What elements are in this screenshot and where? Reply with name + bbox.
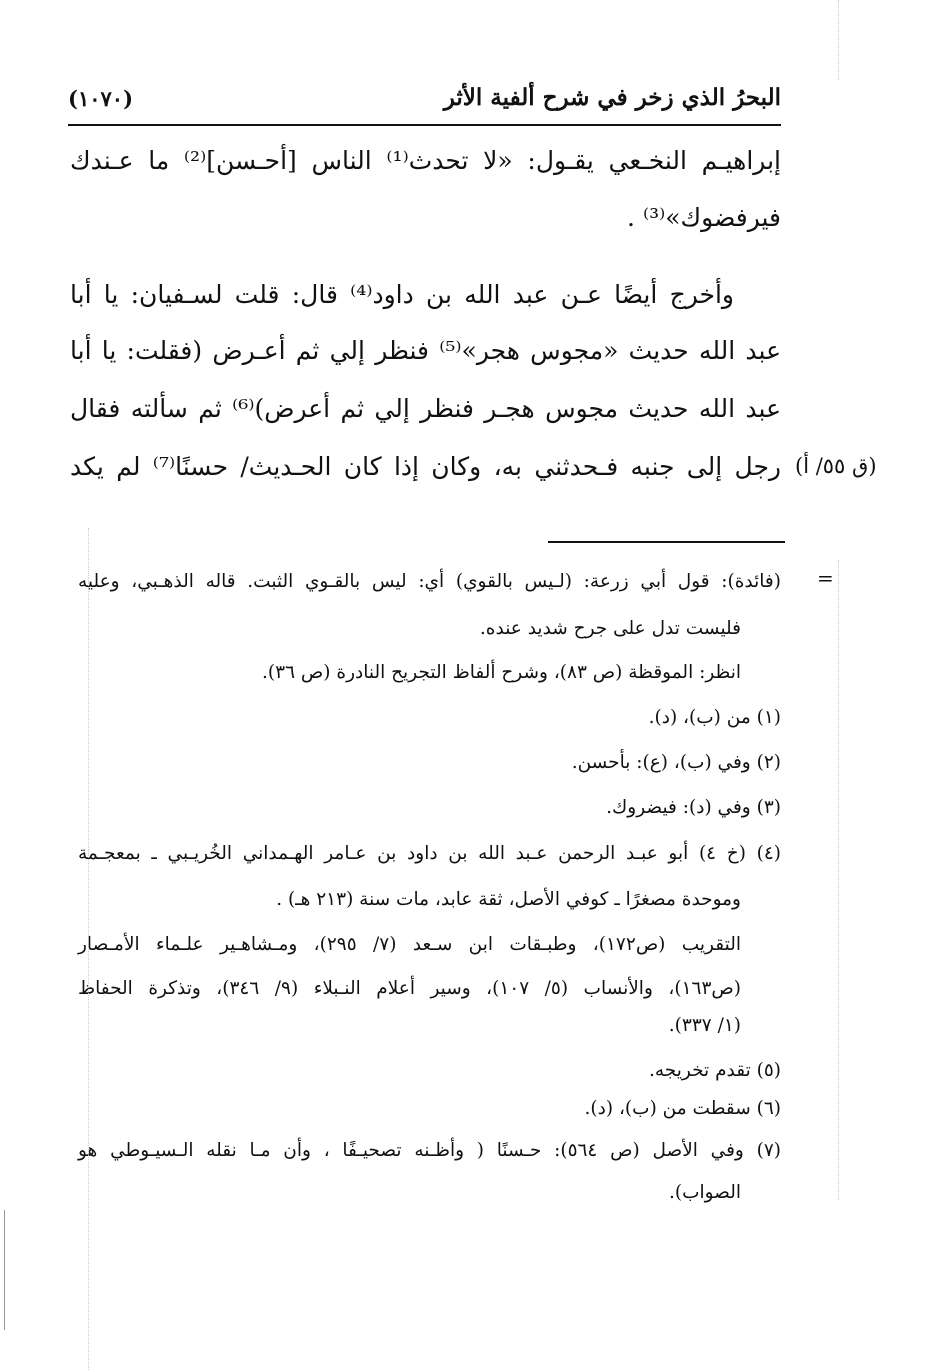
body-line: فيرفضوك»⁽³⁾ . bbox=[627, 203, 781, 232]
footnote-line: وموحدة مصغرًا ـ كوفي الأصل، ثقة عابد، مات سنة (٢١٣ هـ) . bbox=[276, 889, 741, 910]
scan-dotted-guide bbox=[838, 0, 839, 80]
footnote-separator bbox=[548, 541, 785, 543]
scan-dotted-guide bbox=[88, 528, 89, 1370]
body-line: إبراهيـم النخـعي يقـول: «لا تحدث⁽¹⁾ الناس [أحـسن]⁽²⁾ ما عـندك bbox=[70, 146, 782, 175]
footnote-line: (٢) وفي (ب)، (ع): بأحسن. bbox=[571, 752, 781, 773]
footnote-line: (١/ ٣٣٧). bbox=[668, 1015, 741, 1036]
running-header bbox=[68, 78, 781, 118]
scan-dotted-guide bbox=[838, 560, 839, 1200]
footnote-line: انظر: الموقظة (ص ٨٣)، وشرح ألفاظ التجريح النادرة (ص ٣٦). bbox=[262, 662, 741, 683]
footnote-line: (٥) تقدم تخريجه. bbox=[649, 1060, 781, 1081]
continuation-marker: = bbox=[817, 566, 834, 590]
page-number: (١٠٧٠) bbox=[68, 86, 133, 111]
footnote-line: (فائدة): قول أبي زرعة: (لـيس بالقوي) أي: ليس بالقـوي الثبت. قاله الذهـبي، وعليه bbox=[78, 571, 781, 592]
scan-edge-mark bbox=[4, 1210, 5, 1330]
header-rule bbox=[68, 124, 781, 126]
footnote-line: (٤) (خ ٤) أبو عبـد الرحمن عـبد الله بن داود بن عـامر الهـمداني الخُريـبي ـ بمعجـمة bbox=[78, 843, 782, 864]
footnote-line: (٣) وفي (د): فيضروك. bbox=[606, 797, 781, 818]
footnote-line: (٦) سقطت من (ب)، (د). bbox=[584, 1098, 781, 1119]
footnote-line: (١) من (ب)، (د). bbox=[648, 707, 781, 728]
running-title: البحرُ الذي زخر في شرح ألفية الأثر bbox=[443, 84, 781, 111]
footnote-line: فليست تدل على جرح شديد عنده. bbox=[479, 618, 741, 639]
footnote-line: (ص١٦٣)، والأنساب (٥/ ١٠٧)، وسير أعلام النـبلاء (٩/ ٣٤٦)، وتذكرة الحفاظ bbox=[78, 978, 741, 999]
body-line: وأخرج أيضًا عـن عبد الله بن داود⁽⁴⁾ قال: قلت لسـفيان: يا أبا bbox=[70, 280, 734, 309]
footnote-line: التقريب (ص١٧٢)، وطبـقات ابن سـعد (٧/ ٢٩٥)، ومـشاهـير علـماء الأمـصار bbox=[78, 934, 741, 955]
footnote-line: (٧) وفي الأصل (ص ٥٦٤): حـسنًا ( وأظـنه تصحيـفًا ، وأن مـا نقله الـسيـوطي هو bbox=[78, 1140, 781, 1161]
body-line: عبد الله حديث «مجوس هجر»⁽⁵⁾ فنظر إلي ثم أعـرض (فقلت: يا أبا bbox=[70, 336, 781, 365]
margin-folio-reference: (ق ٥٥/ أ) bbox=[795, 454, 877, 478]
footnote-line: الصواب). bbox=[668, 1182, 741, 1203]
body-line: عبد الله حديث مجوس هجـر فنظر إلي ثم أعرض)⁽⁶⁾ ثم سألته فقال bbox=[70, 394, 781, 423]
body-line: رجل إلى جنبه فـحدثني به، وكان إذا كان الحـديث/ حسنًا⁽⁷⁾ لم يكد bbox=[70, 452, 781, 481]
